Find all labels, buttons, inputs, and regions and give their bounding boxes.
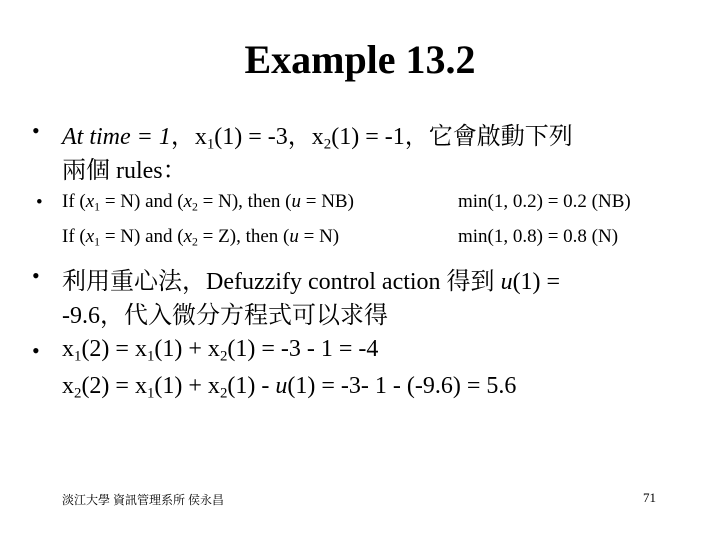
bullet-2-line-1: 利用重心法，Defuzzify control action 得到 u(1) = (62, 269, 561, 295)
rule-1: If $(x_1 = N)$ and $(x_2 = N)$, then (u = NB) (62, 191, 354, 214)
page-number: 71 (643, 490, 656, 505)
footer-author: 淡江大學 資訊管理系所 侯永昌 (62, 493, 225, 507)
bullet-1-line-2: 兩個 rules： (62, 158, 187, 184)
rule-bullet-marker: • (36, 192, 43, 213)
bullet-2-line-2: -9.6，代入微分方程式可以求得 (62, 303, 388, 329)
equation-x1: $x_1(2) = x_1(1) + x_2(1) = -3 - 1 = -4$ (62, 336, 379, 365)
rule-2-min: min(1, 0.8) = 0.8 (N) (458, 226, 619, 247)
rule-2: If $(x_1 = N)$ and $(x_2 = Z)$, then (u = N) (62, 226, 340, 249)
bullet-1-marker: • (32, 118, 40, 143)
bullet-3-marker: • (32, 338, 40, 363)
slide-title: Example 13.2 (244, 37, 476, 82)
rule-1-min: min(1, 0.2) = 0.2 (NB) (458, 191, 631, 212)
equation-x2: $x_2(2) = x_1(1) + x_2(1) - u(1) = -3-$ 1 - (-9.6) = 5.6 (62, 373, 517, 402)
bullet-2-marker: • (32, 263, 40, 288)
bullet-1-line-1: At time = 1，$x_1(1) = -3$，$x_2(1) = -1$，它會啟動下列 (62, 124, 573, 153)
